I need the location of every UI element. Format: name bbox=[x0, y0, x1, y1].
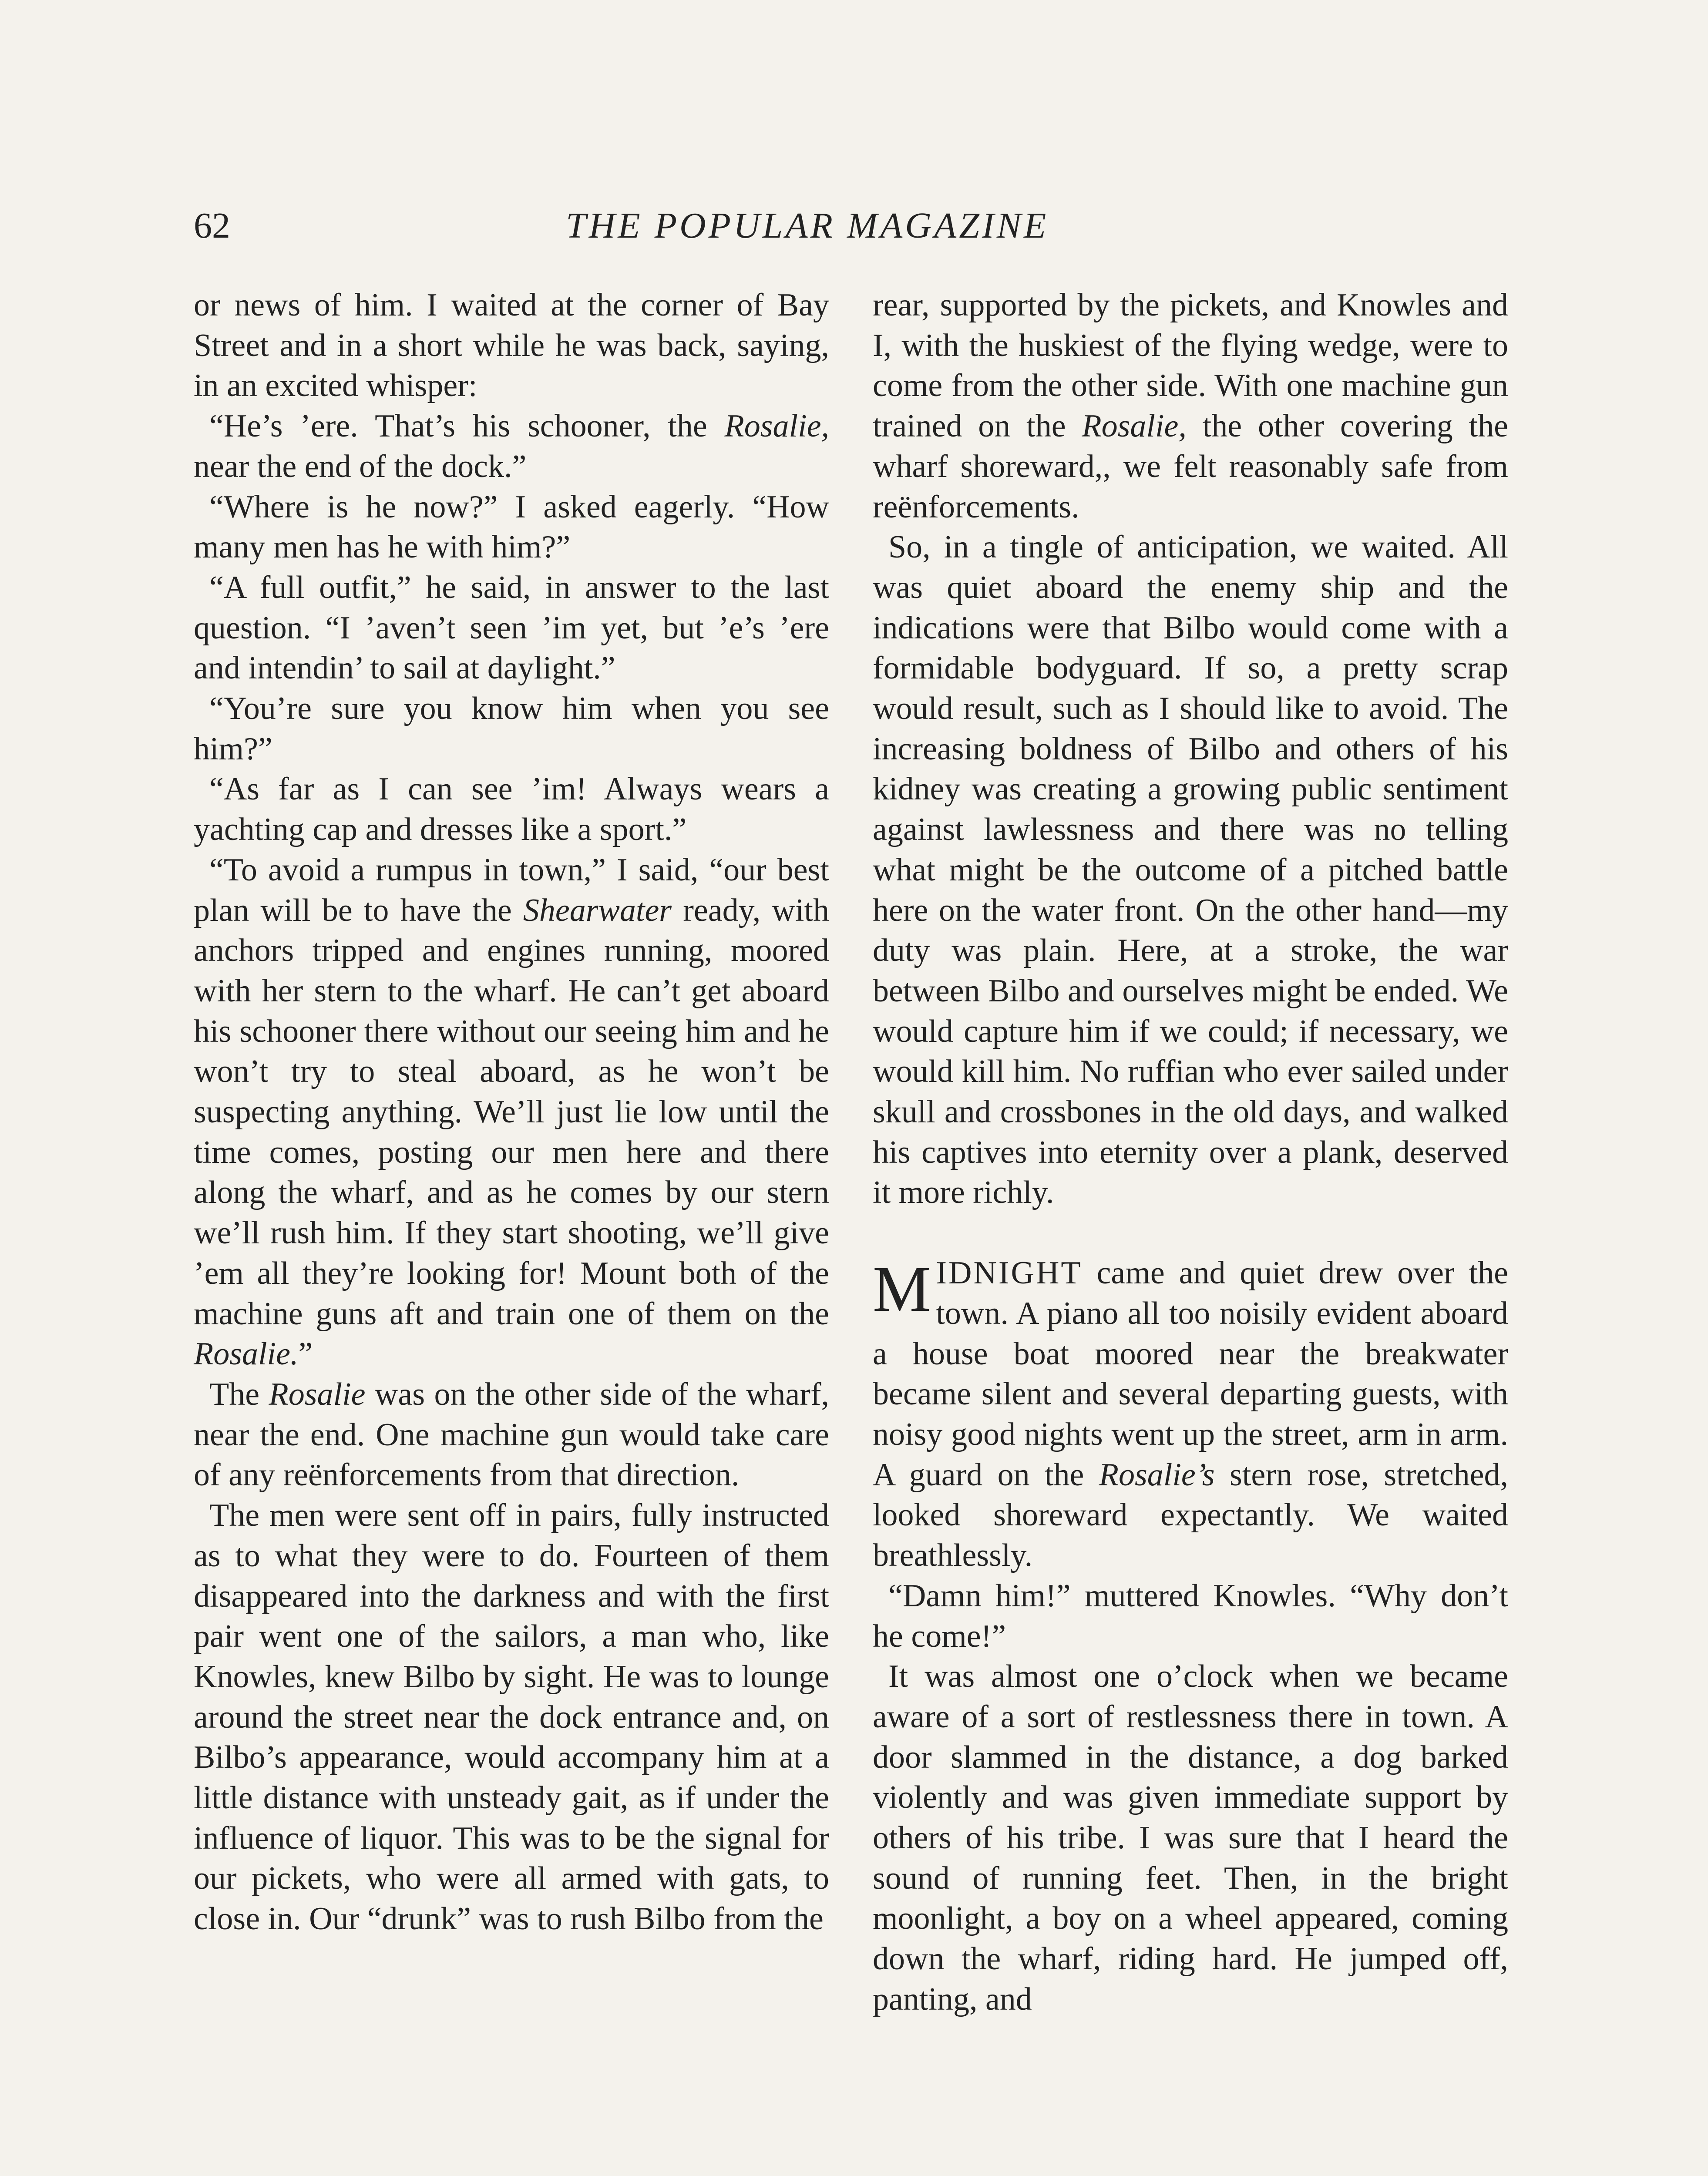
page-number: 62 bbox=[194, 205, 230, 246]
drop-cap: M bbox=[873, 1253, 931, 1326]
section-opening-paragraph bbox=[873, 1253, 1508, 1576]
right-b-paragraph-1: “Damn him!” muttered Knowles. “Why don’t he come!” bbox=[873, 1578, 1508, 1654]
right-a-paragraph-2: So, in a tingle of anticipation, we waited. All was quiet aboard the enemy ship and the indications were that Bilbo would come with a formidable bodyguard. If so, a pretty scrap would result, such as I should like to avoid. The increasing boldness of Bilbo and others of his kidney was creating a growing public sentiment against lawlessness and there was no telling what might be the outcome of a pitched battle here on the water front. On the other hand—my duty was plain. Here, at a stroke, the war between Bilbo and ourselves might be ended. We would capture him if we could; if necessary, we would kill him. No ruffian who ever sailed under skull and crossbones in the old days, and walked his captives into eternity over a plank, deserved it more richly. bbox=[873, 529, 1508, 1211]
right-column-part2 bbox=[873, 1576, 1508, 2020]
left-paragraph-6: “As far as I can see ’im! Always wears a yachting cap and dresses like a sport.” bbox=[194, 771, 829, 848]
left-paragraph-1: or news of him. I waited at the corner of Bay Street and in a short while he was back, saying, in an excited whisper: bbox=[194, 287, 829, 404]
left-paragraph-7: “To avoid a rumpus in town,” I said, “our best plan will be to have the Shearwater ready, with anchors tripped and engines running, moored with her stern to the wharf. He can’t get aboard his schooner there without our seeing him and he won’t try to steal aboard, as he won’t be suspecting anything. We’ll just lie low until the time comes, posting our men here and there along the wharf, and as he comes by our stern we’ll rush him. If they start shooting, we’ll give ’em all they’re looking for! Mount both of the machine guns aft and train one of them on the Rosalie.” bbox=[194, 852, 829, 1372]
opening-paragraph-text: came and quiet drew over the town. A piano all too noisily evident aboard a house boat moored near the breakwater became silent and several departing guests, with noisy good nights went up the street, arm in arm. A guard on the Rosalie’s stern rose, stretched, looked shoreward expectantly. We waited breathlessly. bbox=[873, 1255, 1508, 1574]
right-b-paragraph-2: It was almost one o’clock when we became aware of a sort of restlessness there in town. A door slammed in the distance, a dog barked violently and was given immediate support by others of his tribe. I was sure that I heard the sound of running feet. Then, in the bright moonlight, a boy on a wheel appeared, coming down the wharf, riding hard. He jumped off, panting, and bbox=[873, 1659, 1508, 2017]
left-paragraph-8: The Rosalie was on the other side of the wharf, near the end. One machine gun would take care of any reënforcements from that direction. bbox=[194, 1376, 830, 1493]
right-a-paragraph-1: rear, supported by the pickets, and Knowles and I, with the huskiest of the flying wedge, were to come from the other side. With one machine gun trained on the Rosalie, the other covering the wharf shoreward,, we felt reasonably safe from reënforcements. bbox=[873, 287, 1509, 525]
left-paragraph-9: The men were sent off in pairs, fully instructed as to what they were to do. Fourteen of them disappeared into the darkness and with the first pair went one of the sailors, a man who, like Knowles, knew Bilbo by sight. He was to lounge around the street near the dock entrance and, on Bilbo’s appearance, would accompany him at a little distance with unsteady gait, as if under the influence of liquor. This was to be the signal for our pickets, who were all armed with gats, to close in. Our “drunk” was to rush Bilbo from the bbox=[194, 1498, 829, 1937]
left-paragraph-2: “He’s ’ere. That’s his schooner, the Rosalie, near the end of the dock.” bbox=[194, 408, 829, 484]
right-column bbox=[873, 285, 1508, 2020]
left-column bbox=[194, 285, 829, 1939]
right-column-part1 bbox=[873, 285, 1508, 1213]
left-paragraph-4: “A full outfit,” he said, in answer to the last question. “I ’aven’t seen ’im yet, but ’e’s ’ere and intendin’ to sail at daylight.” bbox=[194, 569, 829, 686]
section-break bbox=[873, 1213, 1508, 1253]
running-head: THE POPULAR MAGAZINE bbox=[566, 205, 1049, 246]
lead-word: IDNIGHT bbox=[936, 1255, 1083, 1291]
left-paragraph-3: “Where is he now?” I asked eagerly. “How many men has he with him?” bbox=[194, 489, 829, 565]
left-paragraph-5: “You’re sure you know him when you see him?” bbox=[194, 691, 829, 767]
